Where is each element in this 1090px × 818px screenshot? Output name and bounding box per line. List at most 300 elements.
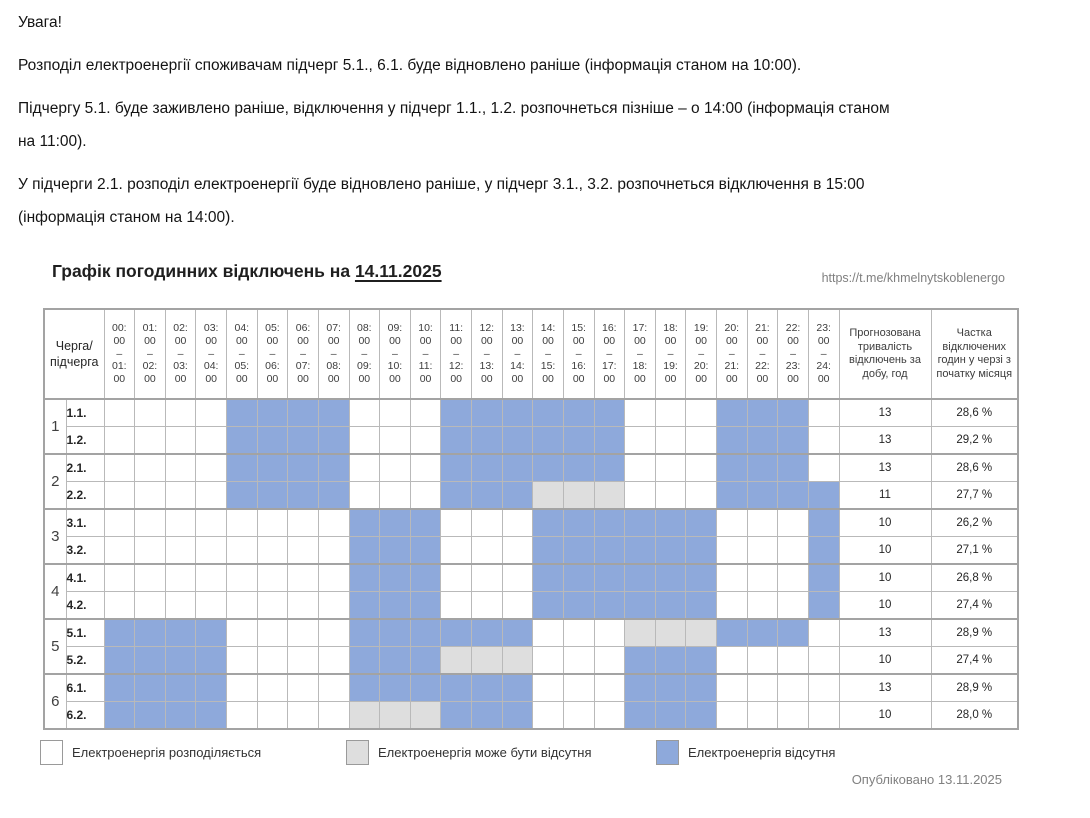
hour-cell [778, 509, 809, 537]
hour-cell [472, 399, 503, 427]
hour-cell [717, 674, 748, 702]
legend-swatch-off [656, 740, 679, 765]
share-header: Частка відключених годин у черзі з початку місяця [931, 309, 1018, 399]
subqueue-label: 4.1. [66, 564, 104, 592]
time-header-cell: 19: 00 – 20: 00 [686, 309, 717, 399]
hour-cell [410, 674, 441, 702]
hour-cell [288, 647, 319, 675]
hour-cell [655, 427, 686, 455]
time-header-cell: 07: 00 – 08: 00 [318, 309, 349, 399]
hour-cell [717, 427, 748, 455]
notice-heading: Увага! [18, 14, 62, 31]
hour-cell [257, 619, 288, 647]
hour-cell [349, 399, 380, 427]
hour-cell [410, 427, 441, 455]
hour-cell [502, 482, 533, 510]
hour-cell [563, 482, 594, 510]
legend-item [346, 740, 591, 765]
hour-cell [441, 537, 472, 565]
hour-cell [104, 702, 135, 730]
hour-cell [196, 674, 227, 702]
subqueue-label: 5.1. [66, 619, 104, 647]
hour-cell [655, 647, 686, 675]
hour-cell [533, 537, 564, 565]
hour-cell [135, 537, 166, 565]
hour-cell [502, 509, 533, 537]
hour-cell [441, 564, 472, 592]
hour-cell [563, 674, 594, 702]
hour-cell [257, 537, 288, 565]
hour-cell [349, 619, 380, 647]
hour-cell [441, 702, 472, 730]
hour-cell [288, 427, 319, 455]
hour-cell [594, 427, 625, 455]
hour-cell [747, 427, 778, 455]
hour-cell [533, 427, 564, 455]
subqueue-label: 5.2. [66, 647, 104, 675]
subqueue-label: 2.2. [66, 482, 104, 510]
hour-cell [747, 564, 778, 592]
hour-cell [410, 564, 441, 592]
hour-cell [165, 537, 196, 565]
hour-cell [349, 592, 380, 620]
hour-cell [472, 619, 503, 647]
hour-cell [196, 537, 227, 565]
hour-cell [533, 647, 564, 675]
hour-cell [472, 482, 503, 510]
hour-cell [625, 537, 656, 565]
hour-cell [380, 509, 411, 537]
hour-cell [288, 592, 319, 620]
hour-cell [502, 399, 533, 427]
hour-cell [717, 482, 748, 510]
group-cell: 4 [44, 564, 66, 619]
hour-cell [196, 509, 227, 537]
hour-cell [808, 564, 839, 592]
hour-cell [441, 454, 472, 482]
hour-cell [227, 454, 258, 482]
hour-cell [717, 454, 748, 482]
time-header-cell: 06: 00 – 07: 00 [288, 309, 319, 399]
hour-cell [717, 564, 748, 592]
notice-line: на 11:00). [18, 133, 87, 150]
legend-swatch-maybe [346, 740, 369, 765]
schedule-row [44, 509, 1018, 537]
hour-cell [625, 619, 656, 647]
hour-cell [778, 647, 809, 675]
hour-cell [625, 399, 656, 427]
notice-paragraph [18, 168, 1078, 234]
hour-cell [288, 564, 319, 592]
hour-cell [410, 592, 441, 620]
hour-cell [410, 454, 441, 482]
hour-cell [288, 454, 319, 482]
hour-cell [533, 454, 564, 482]
hour-cell [655, 674, 686, 702]
hour-cell [349, 702, 380, 730]
hour-cell [747, 482, 778, 510]
hour-cell [655, 564, 686, 592]
hour-cell [441, 674, 472, 702]
notice-line: Розподіл електроенергії споживачам підчерг 5.1., 6.1. буде відновлено раніше (інформація станом на 10:00). [18, 57, 802, 74]
hour-cell [410, 399, 441, 427]
hour-cell [104, 537, 135, 565]
hour-cell [686, 399, 717, 427]
hour-cell [655, 482, 686, 510]
group-cell: 5 [44, 619, 66, 674]
hour-cell [257, 702, 288, 730]
hour-cell [686, 647, 717, 675]
schedule-row [44, 564, 1018, 592]
hour-cell [104, 619, 135, 647]
hour-cell [165, 564, 196, 592]
hour-cell [441, 427, 472, 455]
hour-cell [686, 482, 717, 510]
hour-cell [441, 647, 472, 675]
share-cell: 28,6 % [931, 454, 1018, 482]
hour-cell [135, 619, 166, 647]
hour-cell [502, 702, 533, 730]
hour-cell [135, 674, 166, 702]
duration-cell: 13 [839, 619, 931, 647]
hour-cell [655, 619, 686, 647]
hour-cell [808, 674, 839, 702]
duration-cell: 10 [839, 592, 931, 620]
hour-cell [502, 592, 533, 620]
hour-cell [380, 702, 411, 730]
hour-cell [533, 702, 564, 730]
hour-cell [594, 482, 625, 510]
hour-cell [227, 702, 258, 730]
duration-header: Прогнозована тривалість відключень за добу, год [839, 309, 931, 399]
hour-cell [441, 399, 472, 427]
hour-cell [318, 647, 349, 675]
notice-paragraph [18, 49, 1078, 82]
hour-cell [808, 509, 839, 537]
hour-cell [380, 454, 411, 482]
hour-cell [533, 482, 564, 510]
hour-cell [165, 619, 196, 647]
legend-swatch-on [40, 740, 63, 765]
hour-cell [135, 482, 166, 510]
hour-cell [625, 564, 656, 592]
time-header-cell: 23: 00 – 24: 00 [808, 309, 839, 399]
hour-cell [625, 482, 656, 510]
subqueue-label: 1.2. [66, 427, 104, 455]
time-header-cell: 09: 00 – 10: 00 [380, 309, 411, 399]
hour-cell [257, 592, 288, 620]
hour-cell [196, 427, 227, 455]
duration-cell: 13 [839, 399, 931, 427]
time-header-cell: 05: 00 – 06: 00 [257, 309, 288, 399]
hour-cell [594, 592, 625, 620]
hour-cell [410, 702, 441, 730]
hour-cell [104, 592, 135, 620]
hour-cell [808, 647, 839, 675]
hour-cell [747, 537, 778, 565]
hour-cell [625, 454, 656, 482]
hour-cell [778, 427, 809, 455]
hour-cell [318, 619, 349, 647]
source-link[interactable]: https://t.me/khmelnytskoblenergo [821, 271, 1005, 285]
duration-cell: 10 [839, 509, 931, 537]
hour-cell [288, 537, 319, 565]
hour-cell [349, 674, 380, 702]
hour-cell [380, 647, 411, 675]
hour-cell [808, 537, 839, 565]
hour-cell [288, 674, 319, 702]
time-header-cell: 08: 00 – 09: 00 [349, 309, 380, 399]
hour-cell [747, 592, 778, 620]
hour-cell [563, 647, 594, 675]
hour-cell [655, 702, 686, 730]
hour-cell [135, 564, 166, 592]
duration-cell: 10 [839, 647, 931, 675]
hour-cell [135, 399, 166, 427]
time-header-cell: 11: 00 – 12: 00 [441, 309, 472, 399]
time-header-cell: 15: 00 – 16: 00 [563, 309, 594, 399]
hour-cell [717, 702, 748, 730]
hour-cell [135, 427, 166, 455]
hour-cell [472, 537, 503, 565]
hour-cell [410, 619, 441, 647]
time-header-cell: 16: 00 – 17: 00 [594, 309, 625, 399]
share-cell: 27,7 % [931, 482, 1018, 510]
subqueue-label: 2.1. [66, 454, 104, 482]
hour-cell [778, 537, 809, 565]
hour-cell [563, 454, 594, 482]
hour-cell [410, 537, 441, 565]
hour-cell [472, 702, 503, 730]
hour-cell [655, 454, 686, 482]
hour-cell [318, 482, 349, 510]
legend-label: Електроенергія відсутня [688, 745, 836, 760]
share-cell: 28,6 % [931, 399, 1018, 427]
hour-cell [778, 619, 809, 647]
hour-cell [472, 592, 503, 620]
legend-label: Електроенергія може бути відсутня [378, 745, 592, 760]
notice-block [18, 6, 1078, 234]
hour-cell [533, 564, 564, 592]
notice-paragraph [18, 92, 1078, 158]
hour-cell [104, 454, 135, 482]
hour-cell [778, 454, 809, 482]
hour-cell [778, 564, 809, 592]
hour-cell [625, 509, 656, 537]
legend [0, 740, 1090, 768]
hour-cell [380, 537, 411, 565]
time-header-cell: 02: 00 – 03: 00 [165, 309, 196, 399]
hour-cell [717, 509, 748, 537]
hour-cell [686, 592, 717, 620]
hour-cell [380, 592, 411, 620]
hour-cell [625, 647, 656, 675]
hour-cell [625, 427, 656, 455]
hour-cell [380, 619, 411, 647]
schedule-body [44, 399, 1018, 729]
hour-cell [594, 509, 625, 537]
notice-paragraphs [18, 49, 1078, 234]
notice-line: У підчерги 2.1. розподіл електроенергії буде відновлено раніше, у підчерг 3.1., 3.2. розпочнеться відключення в 15:00 [18, 176, 865, 193]
hour-cell [594, 564, 625, 592]
share-cell: 28,0 % [931, 702, 1018, 730]
hour-cell [563, 427, 594, 455]
hour-cell [502, 427, 533, 455]
hour-cell [135, 454, 166, 482]
hour-cell [441, 619, 472, 647]
published-note: Опубліковано 13.11.2025 [851, 772, 1002, 787]
time-header-cell: 22: 00 – 23: 00 [778, 309, 809, 399]
hour-cell [288, 399, 319, 427]
schedule-row [44, 647, 1018, 675]
hour-cell [257, 674, 288, 702]
hour-cell [104, 674, 135, 702]
hour-cell [686, 454, 717, 482]
time-header-cell: 12: 00 – 13: 00 [472, 309, 503, 399]
hour-cell [594, 454, 625, 482]
hour-cell [717, 537, 748, 565]
subqueue-label: 3.1. [66, 509, 104, 537]
share-cell: 26,8 % [931, 564, 1018, 592]
hour-cell [196, 399, 227, 427]
share-cell: 29,2 % [931, 427, 1018, 455]
hour-cell [533, 674, 564, 702]
hour-cell [655, 592, 686, 620]
hour-cell [318, 564, 349, 592]
hour-cell [594, 537, 625, 565]
hour-cell [686, 509, 717, 537]
time-header-cell: 01: 00 – 02: 00 [135, 309, 166, 399]
notice-line: Підчергу 5.1. буде заживлено раніше, відключення у підчерг 1.1., 1.2. розпочнеться пізніше – о 14:00 (інформація станом [18, 100, 890, 117]
hour-cell [533, 592, 564, 620]
hour-cell [104, 564, 135, 592]
hour-cell [165, 647, 196, 675]
schedule-row [44, 537, 1018, 565]
hour-cell [747, 399, 778, 427]
hour-cell [655, 399, 686, 427]
schedule-row [44, 674, 1018, 702]
hour-cell [349, 647, 380, 675]
duration-cell: 10 [839, 702, 931, 730]
time-header-cell: 04: 00 – 05: 00 [227, 309, 258, 399]
hour-cell [778, 482, 809, 510]
hour-cell [318, 702, 349, 730]
hour-cell [380, 674, 411, 702]
hour-cell [135, 592, 166, 620]
hour-cell [778, 592, 809, 620]
hour-cell [165, 482, 196, 510]
hour-cell [349, 482, 380, 510]
hour-cell [380, 564, 411, 592]
hour-cell [563, 619, 594, 647]
chart-title [52, 261, 442, 282]
hour-cell [257, 454, 288, 482]
hour-cell [227, 482, 258, 510]
hour-cell [747, 509, 778, 537]
hour-cell [349, 427, 380, 455]
group-cell: 6 [44, 674, 66, 729]
hour-cell [502, 674, 533, 702]
hour-cell [288, 619, 319, 647]
hour-cell [135, 702, 166, 730]
hour-cell [165, 427, 196, 455]
hour-cell [472, 674, 503, 702]
hour-cell [288, 702, 319, 730]
hour-cell [808, 427, 839, 455]
hour-cell [257, 427, 288, 455]
hour-cell [778, 702, 809, 730]
hour-cell [686, 564, 717, 592]
hour-cell [563, 564, 594, 592]
hour-cell [594, 647, 625, 675]
hour-cell [625, 702, 656, 730]
hour-cell [502, 619, 533, 647]
time-header-cell: 20: 00 – 21: 00 [717, 309, 748, 399]
hour-cell [288, 509, 319, 537]
hour-cell [594, 619, 625, 647]
share-cell: 26,2 % [931, 509, 1018, 537]
hour-cell [686, 702, 717, 730]
hour-cell [563, 537, 594, 565]
hour-cell [441, 509, 472, 537]
hour-cell [747, 619, 778, 647]
duration-cell: 13 [839, 454, 931, 482]
hour-cell [502, 454, 533, 482]
hour-cell [227, 592, 258, 620]
hour-cell [380, 482, 411, 510]
hour-cell [288, 482, 319, 510]
group-cell: 3 [44, 509, 66, 564]
hour-cell [655, 509, 686, 537]
hour-cell [196, 454, 227, 482]
hour-cell [135, 647, 166, 675]
hour-cell [594, 674, 625, 702]
hour-cell [502, 564, 533, 592]
hour-cell [717, 647, 748, 675]
hour-cell [318, 509, 349, 537]
hour-cell [747, 674, 778, 702]
schedule-row [44, 454, 1018, 482]
hour-cell [227, 564, 258, 592]
hour-cell [594, 702, 625, 730]
corner-header: Черга/ підчерга [44, 309, 104, 399]
hour-cell [472, 509, 503, 537]
hour-cell [196, 592, 227, 620]
hour-cell [318, 537, 349, 565]
hour-cell [410, 647, 441, 675]
hour-cell [472, 647, 503, 675]
hour-cell [717, 619, 748, 647]
hour-cell [410, 509, 441, 537]
hour-cell [533, 509, 564, 537]
share-cell: 27,1 % [931, 537, 1018, 565]
hour-cell [165, 454, 196, 482]
hour-cell [655, 537, 686, 565]
hour-cell [104, 647, 135, 675]
notice-line: (інформація станом на 14:00). [18, 209, 235, 226]
hour-cell [104, 509, 135, 537]
hour-cell [318, 674, 349, 702]
time-header-cell: 17: 00 – 18: 00 [625, 309, 656, 399]
hour-cell [227, 647, 258, 675]
time-header-cell: 03: 00 – 04: 00 [196, 309, 227, 399]
duration-cell: 10 [839, 564, 931, 592]
hour-cell [747, 647, 778, 675]
time-header-cell: 21: 00 – 22: 00 [747, 309, 778, 399]
hour-cell [686, 674, 717, 702]
chart-title-date: 14.11.2025 [354, 261, 442, 281]
hour-cell [349, 537, 380, 565]
